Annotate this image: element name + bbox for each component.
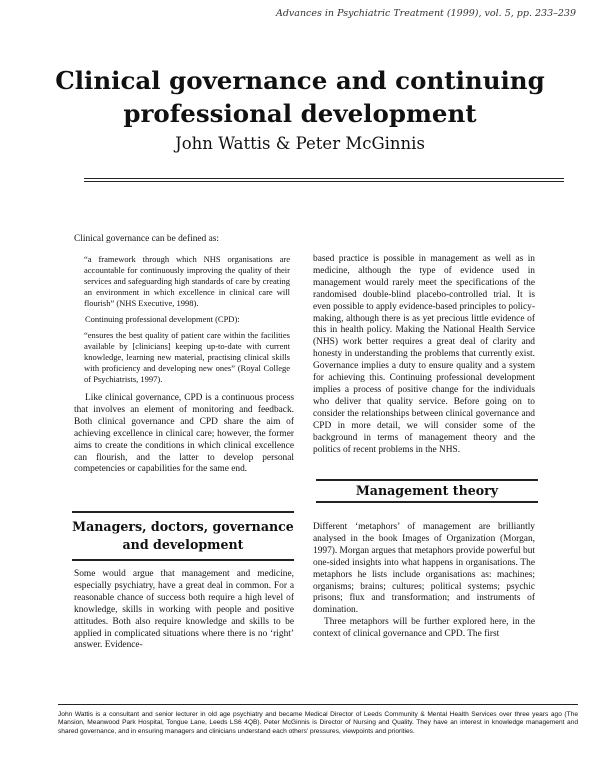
section-heading-managers <box>72 511 294 561</box>
author-footnote: John Wattis is a consultant and senior lecturer in old age psychiatry and became Medical Director of Leeds Community & Mental Health Services over three years ago (The Mansion, Meanwood Park Hospital, Tongue Lane, Leeds LS6 4QB). Peter McGinnis is Director of Nursing and Quality. They have an interest in knowledge management and shared governance, and in ensuring managers and clinicians understand each others’ pressures, viewpoints and priorities. <box>58 711 578 735</box>
body-paragraph: Some would argue that management and medicine, especially psychiatry, have a great deal in common. For a reasonable chance of success both require a high level of knowledge, skills in working with people and positive attitudes. Both also require knowledge and skills to be applied in complicated situations where there is no ‘right’ answer. Evidence- <box>74 569 294 651</box>
definition-intro: Clinical governance can be defined as: <box>74 234 219 244</box>
body-paragraph: based practice is possible in management as well as in medicine, although the type of evidence used in management would rarely meet the specifications of the randomised double-blind placebo-controlled trial. It is even possible to apply evidence-based principles to policy-making, although there is as yet precious little evidence of this in health policy. Making the National Health Service (NHS) work better requires a great deal of clarity and honesty in understanding the problems that currently exist. Governance implies a duty to ensure quality and a system for achieving this. Continuing professional development implies a process of positive change for the individuals who deliver that quality service. Before going on to consider the relationships between clinical governance and CPD in more detail, we will consider some of the background in terms of management theory and the politics of recent problems in the NHS. <box>313 254 535 455</box>
governance-quote: “a framework through which NHS organisations are accountable for continuously improving the quality of their services and safeguarding high standards of care by creating an environment in which excellence in clinical care will flourish” (NHS Executive, 1998). <box>84 253 290 308</box>
cpd-definition-intro: Continuing professional development (CPD): <box>85 314 240 325</box>
article-title-line-2: professional development <box>123 99 477 128</box>
title-bottom-rule <box>84 181 564 182</box>
section-heading-line-2: and development <box>122 537 244 552</box>
body-paragraph: Different ‘metaphors’ of management are brilliantly analysed in the book Images of Organization (Morgan, 1997). Morgan argues that metaphors provide powerful but one-sided insights into what happens in organisations. The metaphors he lists include organisations as: machines; organisms; brains; cultures; political systems; psychic prisons; flux and transformation; and instruments of domination. <box>313 522 536 616</box>
left-column-continued <box>74 569 294 652</box>
footnote-rule <box>58 704 578 705</box>
right-column-top <box>313 254 535 456</box>
cpd-quote: “ensures the best quality of patient care within the facilities available by [clinicians] keeping up-to-date with current knowledge, learning new material, practising clinical skills with proficiency and developing new ones” (Royal College of Psychiatrists, 1997). <box>84 330 290 385</box>
article-authors: John Wattis & Peter McGinnis <box>175 134 425 153</box>
section-heading-management-theory: Management theory <box>316 479 538 503</box>
right-column-bottom <box>313 522 535 641</box>
article-title <box>0 64 600 130</box>
title-top-rule <box>84 178 564 179</box>
article-title-line-1: Clinical governance and continuing <box>55 66 545 95</box>
left-column-intro <box>74 234 294 476</box>
body-paragraph: Three metaphors will be further explored here, in the context of clinical governance and CPD. The first <box>313 617 535 640</box>
section-heading-line-1: Managers, doctors, governance <box>72 519 294 534</box>
journal-citation: Advances in Psychiatric Treatment (1999), vol. 5, pp. 233–239 <box>275 8 576 19</box>
body-paragraph: Like clinical governance, CPD is a continuous process that involves an element of monitoring and feedback. Both clinical governance and CPD share the aim of achieving excellence in clinical care; however, the former aims to create the conditions in which clinical excellence can flourish, and the latter to develop personal competencies or capabilities for the same end. <box>74 392 294 475</box>
